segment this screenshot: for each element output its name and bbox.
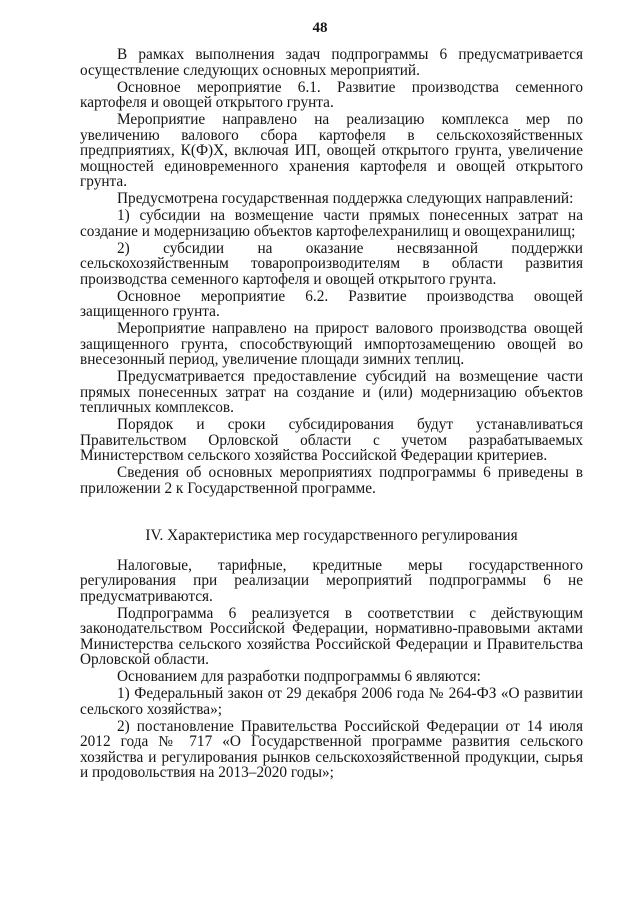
paragraph: Сведения об основных мероприятиях подпрограммы 6 приведены в приложении 2 к Государственной программе. (80, 464, 583, 497)
paragraph: Основанием для разработки подпрограммы 6 являются: (117, 668, 481, 685)
list-item: 2) постановление Правительства Российской Федерации от 14 июля 2012 года № 717 «О Государственной программе развития сельского хозяйства и регулирования рынков сельскохозяйственной продукции, сырья и продовольствия на 2013–2020 годы»; (80, 717, 583, 781)
paragraph: В рамках выполнения задач подпрограммы 6 предусматривается осуществление следующих основных мероприятий. (80, 46, 583, 79)
list-item: 1) Федеральный закон от 29 декабря 2006 года № 264-ФЗ «О развитии сельского хозяйства»; (80, 685, 583, 718)
section-heading: IV. Характеристика мер государственного регулирования (145, 527, 518, 544)
paragraph: Предусмотрена государственная поддержка следующих направлений: (117, 190, 574, 207)
document-body (80, 47, 583, 782)
paragraph: Основное мероприятие 6.1. Развитие производства семенного картофеля и овощей открытого грунта. (80, 78, 583, 111)
paragraph: Мероприятие направлено на прирост валового производства овощей защищенного грунта, способствующий импортозамещению овощей во внесезонный период, увеличение площади зимних теплиц. (80, 320, 583, 368)
paragraph: Основное мероприятие 6.2. Развитие производства овощей защищенного грунта. (80, 287, 583, 320)
paragraph: Подпрограмма 6 реализуется в соответствии с действующим законодательством Российской Федерации, нормативно-правовыми актами Министерства сельского хозяйства Российской Федерации и Правительства Орловской области. (80, 604, 583, 668)
paragraph: Мероприятие направлено на реализацию комплекса мер по увеличению валового сбора картофеля в сельскохозяйственных предприятиях, К(Ф)Х, включая ИП, овощей открытого грунта, увеличение мощностей единовременного хранения картофеля и овощей открытого грунта. (80, 111, 583, 190)
page-number: 48 (312, 20, 328, 36)
paragraph: Налоговые, тарифные, кредитные меры государственного регулирования при реализации мероприятий подпрограммы 6 не предусматриваются. (80, 556, 583, 605)
list-item: 1) субсидии на возмещение части прямых понесенных затрат на создание и модернизацию объектов картофелехранилищ и овощехранилищ; (80, 207, 583, 240)
list-item: 2) субсидии на оказание несвязанной поддержки сельскохозяйственным товаропроизводителям в области развития производства семенного картофеля и овощей открытого грунта. (80, 239, 583, 288)
paragraph: Порядок и сроки субсидирования будут устанавливаться Правительством Орловской области с учетом разрабатываемых Министерством сельского хозяйства Российской Федерации критериев. (80, 416, 583, 464)
paragraph: Предусматривается предоставление субсидий на возмещение части прямых понесенных затрат на создание и (или) модернизацию объектов тепличных комплексов. (80, 368, 583, 416)
